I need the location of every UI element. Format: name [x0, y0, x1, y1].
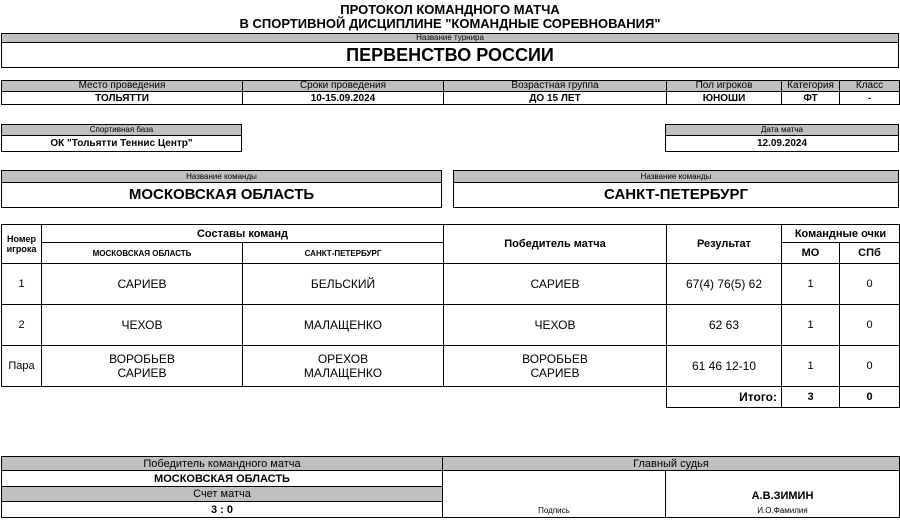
points-team2-header: СПб	[840, 243, 900, 264]
signature-label: Подпись	[443, 471, 666, 518]
tournament-name: ПЕРВЕНСТВО РОССИИ	[1, 43, 899, 68]
venue-value: ТОЛЬЯТТИ	[2, 92, 243, 105]
total-team2: 0	[840, 387, 900, 408]
gender-value: ЮНОШИ	[667, 92, 782, 105]
base-label: Спортивная база	[1, 124, 242, 136]
pair-team2	[243, 346, 444, 387]
points-team1: 1	[782, 346, 840, 387]
points-team1-header: МО	[782, 243, 840, 264]
row-number: 1	[2, 264, 42, 305]
table-row	[2, 264, 900, 305]
team1-label: Название команды	[1, 170, 442, 183]
player-number-header: Номер игрока	[2, 225, 42, 264]
judge-name: А.В.ЗИМИН	[751, 490, 814, 502]
base-value: ОК "Тольятти Теннис Центр"	[1, 136, 242, 152]
match-score: 3 : 0	[2, 502, 443, 518]
row-number: Пара	[2, 346, 42, 387]
judge-name-caption: И.О.Фамилия	[757, 506, 808, 515]
footer-block	[1, 456, 900, 518]
gender-label: Пол игроков	[667, 81, 782, 92]
player-team1: САРИЕВ	[42, 264, 243, 305]
match-result: 62 63	[667, 305, 782, 346]
judge-name-cell	[666, 471, 900, 518]
total-team1: 3	[782, 387, 840, 408]
protocol-title-line2: В СПОРТИВНОЙ ДИСЦИПЛИНЕ "КОМАНДНЫЕ СОРЕВНОВАНИЯ"	[239, 16, 661, 31]
player-team2: МАЛАЩЕНКО	[243, 305, 444, 346]
match-result: 67(4) 76(5) 62	[667, 264, 782, 305]
team2-name: САНКТ-ПЕТЕРБУРГ	[453, 183, 899, 208]
venue-label: Место проведения	[2, 81, 243, 92]
match-date-value: 12.09.2024	[665, 136, 899, 152]
results-table	[1, 224, 900, 408]
chief-judge-label: Главный судья	[443, 457, 900, 471]
team1-name: МОСКОВСКАЯ ОБЛАСТЬ	[1, 183, 442, 208]
winner-header: Победитель матча	[444, 225, 667, 264]
total-label: Итого:	[667, 387, 782, 408]
info-row	[1, 80, 899, 105]
result-header: Результат	[667, 225, 782, 264]
team-match-winner-label: Победитель командного матча	[2, 457, 443, 471]
table-row	[2, 305, 900, 346]
roster-team1-header: МОСКОВСКАЯ ОБЛАСТЬ	[42, 243, 243, 264]
pair-team2-player-a: ОРЕХОВ	[317, 352, 369, 366]
pair-team1	[42, 346, 243, 387]
player-team2: БЕЛЬСКИЙ	[243, 264, 444, 305]
points-team1: 1	[782, 305, 840, 346]
age-label: Возрастная группа	[444, 81, 667, 92]
team-points-header: Командные очки	[782, 225, 900, 243]
points-team1: 1	[782, 264, 840, 305]
match-score-label: Счет матча	[2, 487, 443, 502]
tournament-label: Название турнира	[1, 33, 899, 43]
table-row	[2, 346, 900, 387]
team2-label: Название команды	[453, 170, 899, 183]
match-result: 61 46 12-10	[667, 346, 782, 387]
points-team2: 0	[840, 264, 900, 305]
pair-team2-player-b: МАЛАЩЕНКО	[303, 366, 383, 380]
age-value: ДО 15 ЛЕТ	[444, 92, 667, 105]
pair-team1-player-b: САРИЕВ	[117, 366, 167, 380]
pair-winner	[444, 346, 667, 387]
protocol-title-line1: ПРОТОКОЛ КОМАНДНОГО МАТЧА	[340, 2, 560, 17]
team-match-winner: МОСКОВСКАЯ ОБЛАСТЬ	[2, 471, 443, 487]
roster-team2-header: САНКТ-ПЕТЕРБУРГ	[243, 243, 444, 264]
pair-winner-player-a: ВОРОБЬЕВ	[522, 352, 588, 366]
pair-team1-player-a: ВОРОБЬЕВ	[109, 352, 175, 366]
points-team2: 0	[840, 346, 900, 387]
class-label: Класс	[840, 81, 900, 92]
dates-value: 10-15.09.2024	[243, 92, 444, 105]
match-winner: САРИЕВ	[444, 264, 667, 305]
category-value: ФТ	[782, 92, 840, 105]
match-date-label: Дата матча	[665, 124, 899, 136]
dates-label: Сроки проведения	[243, 81, 444, 92]
match-winner: ЧЕХОВ	[444, 305, 667, 346]
class-value: -	[840, 92, 900, 105]
pair-winner-player-b: САРИЕВ	[530, 366, 580, 380]
category-label: Категория	[782, 81, 840, 92]
rosters-header: Составы команд	[42, 225, 444, 243]
player-team1: ЧЕХОВ	[42, 305, 243, 346]
points-team2: 0	[840, 305, 900, 346]
row-number: 2	[2, 305, 42, 346]
